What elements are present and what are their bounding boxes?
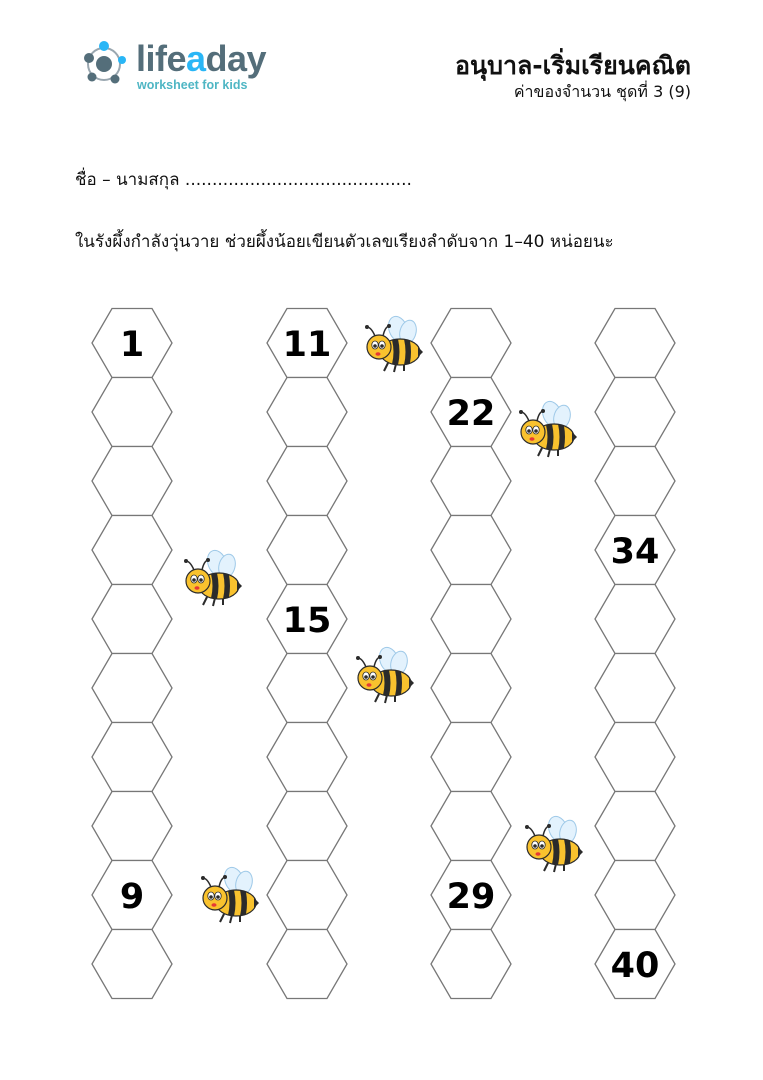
honeycomb-cell[interactable] — [267, 861, 347, 930]
logo-tagline: worksheet for kids — [137, 78, 248, 92]
worksheet-title: อนุบาล-เริ่มเรียนคณิต — [454, 51, 691, 80]
honeycomb-cell[interactable] — [267, 378, 347, 447]
honeycomb-cell[interactable] — [431, 654, 511, 723]
honeycomb-cell[interactable] — [595, 723, 675, 792]
cell-number: 29 — [446, 877, 496, 917]
honeycomb-cell[interactable] — [431, 723, 511, 792]
honeycomb-cell[interactable] — [92, 516, 172, 585]
bee-icon — [525, 814, 583, 872]
honeycomb-cell[interactable] — [595, 378, 675, 447]
honeycomb-cell[interactable] — [595, 861, 675, 930]
honeycomb-cell[interactable] — [431, 585, 511, 654]
name-field-line: ชื่อ – นามสกุล .......................................... — [75, 170, 412, 190]
cell-number: 9 — [119, 877, 145, 917]
cell-number: 15 — [282, 601, 332, 641]
cell-number: 34 — [610, 532, 660, 572]
honeycomb-cell[interactable] — [595, 792, 675, 861]
cell-number: 40 — [610, 946, 660, 986]
honeycomb-cell[interactable] — [595, 447, 675, 516]
honeycomb-cell[interactable] — [92, 792, 172, 861]
honeycomb-cell[interactable] — [267, 654, 347, 723]
bee-icon — [184, 548, 242, 606]
honeycomb-cell[interactable] — [595, 585, 675, 654]
bee-icon — [201, 865, 259, 923]
honeycomb-cell[interactable] — [92, 654, 172, 723]
honeycomb-cell[interactable] — [267, 447, 347, 516]
cell-number: 11 — [282, 325, 332, 365]
logo-mark-icon — [82, 40, 132, 90]
honeycomb-cell[interactable] — [92, 723, 172, 792]
honeycomb-cell[interactable] — [267, 516, 347, 585]
honeycomb-cell[interactable] — [267, 930, 347, 999]
honeycomb-cell[interactable] — [92, 378, 172, 447]
honeycomb-cell[interactable] — [92, 447, 172, 516]
honeycomb-cell[interactable] — [431, 516, 511, 585]
bee-icon — [519, 399, 577, 457]
cell-number: 22 — [446, 394, 496, 434]
logo — [82, 38, 282, 98]
logo-wordmark: lifeaday — [136, 38, 267, 79]
honeycomb-cell[interactable] — [431, 792, 511, 861]
honeycomb-cell[interactable] — [92, 585, 172, 654]
worksheet-subtitle: ค่าของจำนวน ชุดที่ 3 (9) — [513, 82, 691, 101]
bee-icon — [365, 314, 423, 372]
honeycomb-cell[interactable] — [267, 723, 347, 792]
instruction-text: ในรังผึ้งกำลังวุ่นวาย ช่วยผึ้งน้อยเขียนตัวเลขเรียงลำดับจาก 1–40 หน่อยนะ — [75, 232, 614, 252]
bee-icon — [356, 645, 414, 703]
cell-number: 1 — [119, 325, 145, 365]
honeycomb-cell[interactable] — [92, 930, 172, 999]
honeycomb-cell[interactable] — [267, 792, 347, 861]
honeycomb-cell[interactable] — [431, 447, 511, 516]
honeycomb-cell[interactable] — [431, 309, 511, 378]
honeycomb-cell[interactable] — [595, 654, 675, 723]
honeycomb-cell[interactable] — [595, 309, 675, 378]
honeycomb-cell[interactable] — [431, 930, 511, 999]
